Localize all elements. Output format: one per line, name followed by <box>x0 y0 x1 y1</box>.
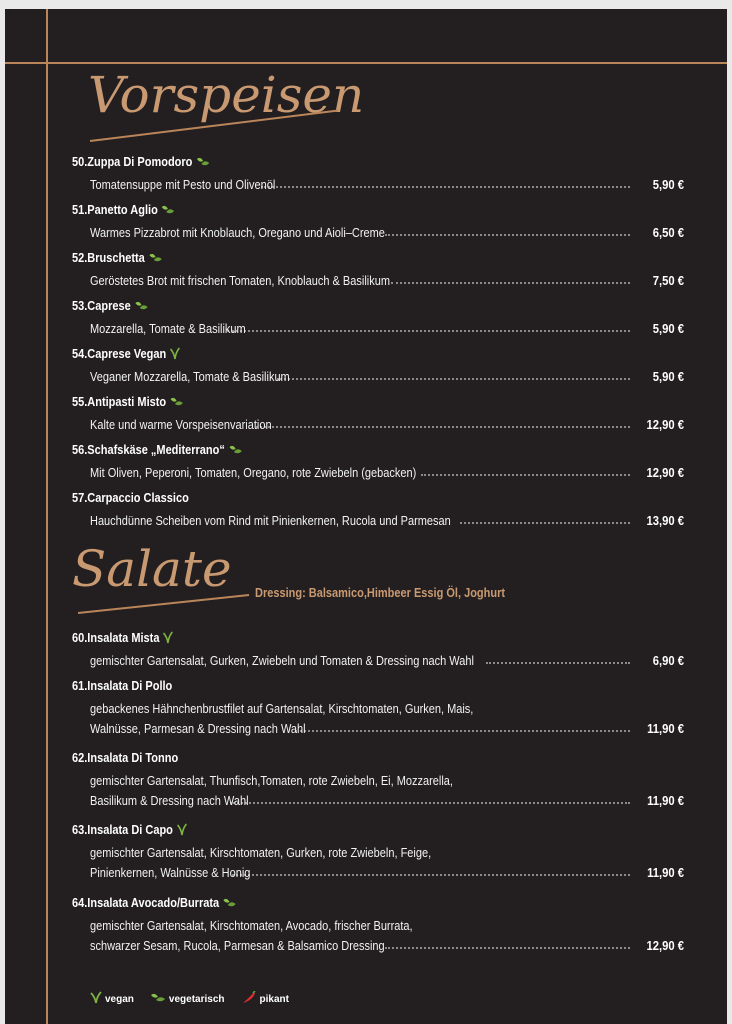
item-name <box>72 678 611 699</box>
item-number: 57. <box>72 491 88 505</box>
item-price: 13,90 € <box>646 514 684 528</box>
item-description <box>72 916 684 936</box>
item-description <box>72 719 684 739</box>
menu-item <box>72 346 684 387</box>
dot-leader <box>421 474 630 476</box>
item-name <box>72 442 611 463</box>
description-text: Tomatensuppe mit Pesto und Olivenöl <box>90 178 276 192</box>
item-price: 11,90 € <box>647 722 684 736</box>
item-price: 6,50 € <box>652 226 684 240</box>
dot-leader <box>486 662 630 664</box>
legend-vegetarian <box>150 991 225 1007</box>
border-line-horizontal <box>5 62 727 64</box>
menu-item <box>72 750 684 811</box>
item-description <box>72 511 684 531</box>
item-number: 55. <box>72 395 88 409</box>
vegan-icon <box>170 347 181 364</box>
dot-leader <box>230 802 630 804</box>
item-price: 12,90 € <box>646 939 684 953</box>
item-title: Antipasti Misto <box>87 395 167 409</box>
description-text: gemischter Gartensalat, Kirschtomaten, Avocado, frischer Burrata, <box>90 919 413 933</box>
description-text: gebackenes Hähnchenbrustfilet auf Gartensalat, Kirschtomaten, Gurken, Mais, <box>90 702 474 716</box>
item-name <box>72 202 611 223</box>
item-description <box>72 791 684 811</box>
description-text: Mit Oliven, Peperoni, Tomaten, Oregano, rote Zwiebeln (gebacken) <box>90 466 417 480</box>
leaf-icon <box>161 204 175 220</box>
section-title-starters: Vorspeisen <box>88 66 365 124</box>
leaf-icon <box>228 444 242 460</box>
chili-icon <box>241 991 257 1007</box>
item-number: 51. <box>72 203 88 217</box>
dot-leader <box>277 378 630 380</box>
item-description <box>72 463 684 483</box>
menu-item <box>72 490 684 531</box>
item-name <box>72 895 611 916</box>
menu-item <box>72 202 684 243</box>
description-text: Warmes Pizzabrot mit Knoblauch, Oregano und Aioli–Creme <box>90 226 385 240</box>
item-description <box>72 771 684 791</box>
description-text: Veganer Mozzarella, Tomate & Basilikum <box>90 370 290 384</box>
item-name <box>72 750 611 771</box>
vegan-icon <box>163 631 174 648</box>
item-name <box>72 630 611 651</box>
leaf-icon <box>196 156 210 172</box>
border-line-vertical <box>46 9 48 1024</box>
legend-label: pikant <box>259 993 289 1005</box>
leaf-icon <box>134 300 148 316</box>
item-price: 6,90 € <box>652 654 684 668</box>
legend-label: vegetarisch <box>168 993 225 1005</box>
item-description <box>72 843 684 863</box>
item-price: 5,90 € <box>652 322 684 336</box>
dot-leader <box>385 234 630 236</box>
item-name <box>72 394 611 415</box>
legend <box>90 991 289 1007</box>
menu-item <box>72 822 684 883</box>
menu-item <box>72 394 684 435</box>
vegan-icon <box>90 991 102 1007</box>
dot-leader <box>261 186 630 188</box>
item-description <box>72 699 684 719</box>
item-price: 12,90 € <box>646 418 684 432</box>
item-name <box>72 822 611 843</box>
menu-item <box>72 442 684 483</box>
item-description <box>72 651 684 671</box>
menu-item <box>72 895 684 956</box>
leaf-icon <box>223 897 237 913</box>
description-text: schwarzer Sesam, Rucola, Parmesan & Balsamico Dressing <box>90 939 385 953</box>
item-title: Panetto Aglio <box>87 203 158 217</box>
item-number: 50. <box>72 155 88 169</box>
description-text: Pinienkernen, Walnüsse & Honig <box>90 866 251 880</box>
item-title: Caprese Vegan <box>87 347 167 361</box>
item-title: Schafskäse „Mediterrano“ <box>87 443 225 457</box>
menu-item <box>72 154 684 195</box>
item-title: Carpaccio Classico <box>87 491 189 505</box>
dot-leader <box>227 330 630 332</box>
legend-label: vegan <box>105 993 134 1005</box>
item-description <box>72 319 684 339</box>
item-price: 5,90 € <box>652 178 684 192</box>
dot-leader <box>391 282 630 284</box>
item-title: Bruschetta <box>87 251 145 265</box>
item-title: Insalata Avocado/Burrata <box>87 896 220 910</box>
leaf-icon <box>148 252 162 268</box>
item-name <box>72 298 611 319</box>
item-title: Zuppa Di Pomodoro <box>87 155 193 169</box>
dot-leader <box>232 874 630 876</box>
description-text: gemischter Gartensalat, Kirschtomaten, Gurken, rote Zwiebeln, Feige, <box>90 846 432 860</box>
item-price: 12,90 € <box>646 466 684 480</box>
item-number: 60. <box>72 631 88 645</box>
menu-item <box>72 678 684 739</box>
menu-item <box>72 250 684 291</box>
item-title: Insalata Mista <box>87 631 160 645</box>
legend-spicy <box>241 991 289 1007</box>
dot-leader <box>295 730 630 732</box>
item-title: Insalata Di Tonno <box>87 751 179 765</box>
description-text: Walnüsse, Parmesan & Dressing nach Wahl <box>90 722 306 736</box>
item-description <box>72 936 684 956</box>
item-number: 52. <box>72 251 88 265</box>
description-text: Basilikum & Dressing nach Wahl <box>90 794 249 808</box>
section-title-salads: Salate <box>72 540 232 598</box>
item-price: 11,90 € <box>647 794 684 808</box>
item-number: 54. <box>72 347 88 361</box>
dot-leader <box>385 947 630 949</box>
leaf-icon <box>150 992 166 1007</box>
dot-leader <box>256 426 630 428</box>
legend-vegan <box>90 991 134 1007</box>
item-title: Insalata Di Pollo <box>87 679 173 693</box>
leaf-icon <box>170 396 184 412</box>
item-name <box>72 250 611 271</box>
item-description <box>72 863 684 883</box>
description-text: Mozzarella, Tomate & Basilikum <box>90 322 246 336</box>
item-number: 56. <box>72 443 88 457</box>
description-text: Hauchdünne Scheiben vom Rind mit Pinienkernen, Rucola und Parmesan <box>90 514 451 528</box>
description-text: Geröstetes Brot mit frischen Tomaten, Knoblauch & Basilikum <box>90 274 390 288</box>
item-number: 62. <box>72 751 88 765</box>
item-number: 61. <box>72 679 88 693</box>
dot-leader <box>460 522 630 524</box>
item-name <box>72 490 611 511</box>
menu-item <box>72 630 684 671</box>
item-description <box>72 271 684 291</box>
item-name <box>72 154 611 175</box>
item-title: Caprese <box>87 299 131 313</box>
menu-item <box>72 298 684 339</box>
item-price: 7,50 € <box>652 274 684 288</box>
item-description <box>72 175 684 195</box>
description-text: Kalte und warme Vorspeisenvariation <box>90 418 272 432</box>
dressing-note: Dressing: Balsamico,Himbeer Essig Öl, Joghurt <box>255 586 506 600</box>
item-number: 63. <box>72 823 88 837</box>
item-description <box>72 415 684 435</box>
description-text: gemischter Gartensalat, Thunfisch,Tomaten, rote Zwiebeln, Ei, Mozzarella, <box>90 774 453 788</box>
item-number: 53. <box>72 299 88 313</box>
vegan-icon <box>176 823 187 840</box>
item-description <box>72 367 684 387</box>
item-price: 5,90 € <box>652 370 684 384</box>
item-number: 64. <box>72 896 88 910</box>
item-description <box>72 223 684 243</box>
item-price: 11,90 € <box>647 866 684 880</box>
item-name <box>72 346 611 367</box>
description-text: gemischter Gartensalat, Gurken, Zwiebeln und Tomaten & Dressing nach Wahl <box>90 654 474 668</box>
item-title: Insalata Di Capo <box>87 823 173 837</box>
